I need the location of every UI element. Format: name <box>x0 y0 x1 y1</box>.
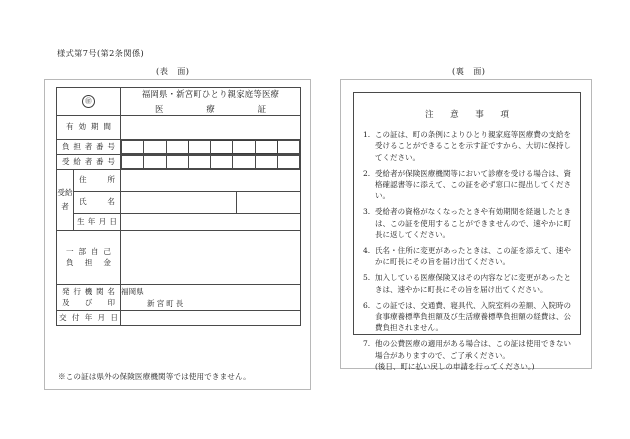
notice-item <box>363 338 571 372</box>
notice-title: 注意事項 <box>425 110 509 120</box>
recipient-digit-6[interactable] <box>233 156 255 169</box>
notice-item-text: 他の公費医療の適用がある場合は、この証は使用できない場合がありますので、ご了承ください。 (後日、町に払い戻しの申請を行ってください。) <box>375 339 571 372</box>
notice-item-subtext: (後日、町に払い戻しの申請を行ってください。) <box>375 362 535 372</box>
birthdate-value-field[interactable] <box>121 214 301 231</box>
notice-panel <box>353 92 581 372</box>
notice-item-text: この証では、交通費、寝具代、入院室料の差額、入院時の食事療養標準負担額及び生活療養標準負担額の経費は、公費負担されません。 <box>375 300 571 333</box>
table-row-issue-date <box>57 311 301 326</box>
validity-value-field[interactable] <box>121 116 301 140</box>
table-row-address <box>57 170 301 192</box>
certificate-title-line2: 医療証 <box>155 104 267 114</box>
issuer-label: 発行機関名 及び印 <box>57 285 121 311</box>
recipient-digit-7[interactable] <box>255 156 277 169</box>
recipient-digit-3[interactable] <box>166 156 188 169</box>
table-row-title <box>57 88 301 116</box>
copayment-value-field[interactable] <box>121 231 301 285</box>
name-value-field[interactable] <box>121 192 237 214</box>
recipient-number-label: 受給者番号 <box>57 155 121 170</box>
notice-item-text: 氏名・住所に変更があったときは、この証を添えて、速やかに町長にその旨を届け出てください。 <box>375 246 571 267</box>
certificate-title-line1: 福岡県・新宮町ひとり親家庭等医療 <box>141 89 280 99</box>
front-footnote: ※この証は県外の保険医療機関等では使用できません。 <box>58 372 251 381</box>
address-label: 住所 <box>74 170 121 192</box>
payer-number-grid-cell <box>121 140 301 155</box>
issuer-value <box>121 285 301 311</box>
back-page-frame <box>340 79 592 372</box>
notice-list <box>363 129 571 372</box>
payer-digit-5[interactable] <box>211 141 233 154</box>
table-row-payer-number <box>57 140 301 155</box>
issue-date-label: 交付年月日 <box>57 311 121 326</box>
recipient-digit-1[interactable] <box>122 156 144 169</box>
front-side-caption: (表 面) <box>156 66 190 76</box>
notice-item-number: 3. <box>363 207 371 217</box>
recipient-number-grid <box>121 155 300 169</box>
payer-digit-2[interactable] <box>144 141 166 154</box>
recipient-digit-2[interactable] <box>144 156 166 169</box>
certificate-title <box>121 88 301 116</box>
table-row-recipient-number <box>57 155 301 170</box>
notice-item <box>363 168 571 202</box>
notice-item-number: 7. <box>363 339 371 349</box>
circled-seal-icon: ㊞ <box>82 95 95 108</box>
name-label: 氏名 <box>74 192 121 214</box>
notice-item <box>363 129 571 163</box>
certificate-table <box>56 87 301 326</box>
notice-item-number: 6. <box>363 300 371 310</box>
table-row-birthdate <box>57 214 301 231</box>
recipient-group-label: 受給者 <box>57 170 74 231</box>
payer-number-grid <box>121 140 300 154</box>
form-number-caption: 様式第7号(第2条関係) <box>57 48 145 58</box>
notice-item-text: この証は、町の条例によりひとり親家庭等医療費の支給を受けることができることを示す証ですから、大切に保持してください。 <box>375 130 571 162</box>
back-side-caption: (裏 面) <box>452 66 486 76</box>
seal-cell <box>57 88 121 116</box>
table-row-issuer <box>57 285 301 311</box>
notice-item-text: 加入している医療保険又はその内容などに変更があったときは、速やかに町長にその旨を届け出てください。 <box>375 273 571 294</box>
payer-digit-1[interactable] <box>122 141 144 154</box>
notice-item <box>363 245 571 268</box>
recipient-digit-4[interactable] <box>188 156 210 169</box>
table-row-copayment <box>57 231 301 285</box>
copayment-label: 一部自己 負担金 <box>57 231 121 285</box>
payer-digit-8[interactable] <box>277 141 299 154</box>
notice-item-text: 受給者が保険医療機関等において診療を受ける場合は、資格確認書等に添えて、この証を必ず窓口に提出してください。 <box>375 168 571 201</box>
notice-item-number: 2. <box>363 168 371 178</box>
validity-label: 有効期間 <box>57 116 121 140</box>
recipient-digit-5[interactable] <box>211 156 233 169</box>
notice-item-number: 5. <box>363 273 371 283</box>
issuer-mayor: 新宮町長 <box>147 298 186 308</box>
notice-item <box>363 300 571 334</box>
issuer-prefecture: 福岡県 <box>121 287 144 297</box>
recipient-number-grid-cell <box>121 155 301 170</box>
table-row-name <box>57 192 301 214</box>
notice-item <box>363 272 571 295</box>
notice-item-text: 受給者の資格がなくなったときや有効期間を経過したときは、この証を使用することができませんので、速やかに町長に返してください。 <box>375 207 571 240</box>
address-value-field[interactable] <box>121 170 301 192</box>
payer-digit-3[interactable] <box>166 141 188 154</box>
payer-number-label: 負担者番号 <box>57 140 121 155</box>
recipient-digit-8[interactable] <box>277 156 299 169</box>
issue-date-value-field[interactable] <box>121 311 301 326</box>
birthdate-label: 生年月日 <box>74 214 121 231</box>
notice-item-number: 1. <box>363 130 371 139</box>
payer-digit-7[interactable] <box>255 141 277 154</box>
payer-digit-6[interactable] <box>233 141 255 154</box>
payer-digit-4[interactable] <box>188 141 210 154</box>
table-row-validity <box>57 116 301 140</box>
notice-item <box>363 206 571 240</box>
front-page-frame <box>44 79 311 390</box>
name-seal-field[interactable] <box>237 192 301 214</box>
notice-item-number: 4. <box>363 246 371 256</box>
